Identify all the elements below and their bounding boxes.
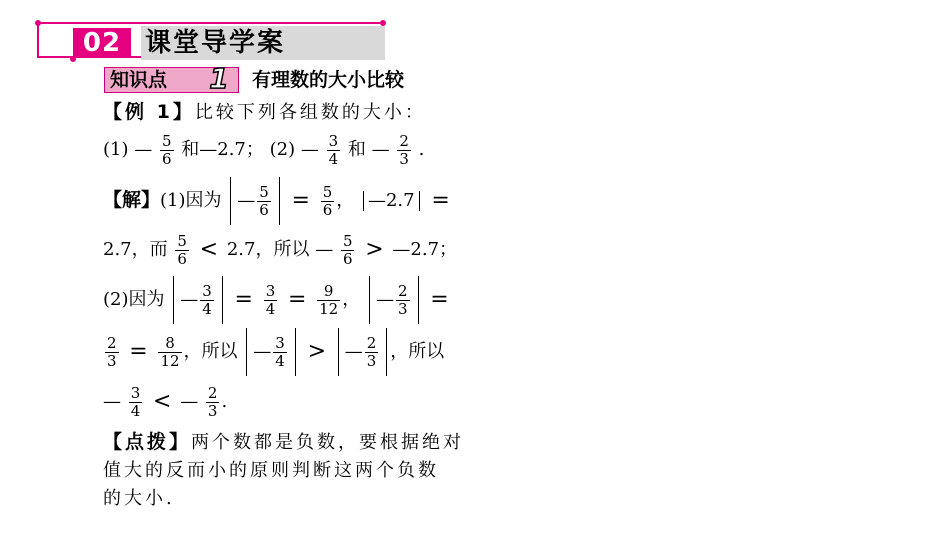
q2-and: 和	[347, 139, 366, 160]
fraction: $\frac{5}{6}$	[161, 131, 172, 168]
absolute-value: — $\frac{3}{4}$	[173, 276, 223, 324]
fraction: $\frac{9}{12}$	[319, 281, 339, 318]
example-line	[103, 98, 426, 127]
knowledge-point-label: 知识点	[110, 69, 168, 91]
example-prompt: 比较下列各组数的大小：	[194, 102, 426, 123]
question-line: (1) — $\frac{5}{6}$ 和—2.7； (2) — $\frac{3}{4}$ 和 — $\frac{2}{3}$ .	[103, 131, 425, 168]
solution-tag: 【解】	[103, 189, 161, 211]
absolute-value: — $\frac{2}{3}$	[338, 328, 388, 376]
absolute-value: —2.7	[363, 191, 420, 211]
fraction: $\frac{2}{3}$	[207, 383, 218, 420]
fraction: $\frac{2}{3}$	[107, 333, 117, 370]
absolute-value: — $\frac{3}{4}$	[246, 328, 296, 376]
minus-sign: —	[300, 139, 319, 160]
fraction: $\frac{5}{6}$	[177, 231, 187, 268]
fraction: $\frac{3}{4}$	[130, 383, 141, 420]
knowledge-point-title: 有理数的大小比较	[252, 69, 405, 91]
knowledge-point-number: 1	[209, 62, 229, 95]
section-banner	[37, 22, 387, 62]
fraction: $\frac{3}{4}$	[328, 131, 339, 168]
fraction: $\frac{5}{6}$	[322, 182, 333, 219]
q2-label: (2)	[269, 139, 296, 160]
solution-line-1: 【解】(1)因为 — $\frac{5}{6}$ = $\frac{5}{6}$ ， —2.7 =	[103, 176, 453, 224]
banner-dot	[35, 20, 41, 26]
fraction: $\frac{2}{3}$	[399, 131, 409, 168]
tip-tag: 【点拨】	[103, 431, 192, 453]
fraction: $\frac{5}{6}$	[342, 231, 353, 268]
solution-line-3: (2)因为 — $\frac{3}{4}$ = $\frac{3}{4}$ = $\frac{9}{12}$ ， — $\frac{2}{3}$ =	[103, 276, 452, 324]
section-title: 课堂导学案	[141, 26, 385, 60]
fraction: $\frac{8}{12}$	[160, 333, 180, 370]
fraction: $\frac{3}{4}$	[265, 281, 276, 318]
solution-line-4: $\frac{2}{3}$ = $\frac{8}{12}$ ，所以 — $\frac{3}{4}$ > — $\frac{2}{3}$ ，所以	[103, 328, 444, 376]
q1-and: 和—2.7；	[181, 139, 264, 160]
solution-line-2: 2.7，而 $\frac{5}{6}$ < 2.7，所以 — $\frac{5}{6}$ > —2.7；	[103, 231, 458, 268]
minus-sign: —	[371, 139, 390, 160]
absolute-value: — $\frac{5}{6}$	[230, 177, 280, 225]
example-tag: 【例 1】	[103, 101, 195, 123]
solution-line-5: — $\frac{3}{4}$ < — $\frac{2}{3}$ .	[103, 383, 228, 420]
tip-paragraph: 【点拨】两个数都是负数，要根据绝对 值大的反而小的原则判断这两个负数 的大小.	[103, 431, 465, 509]
absolute-value: — $\frac{2}{3}$	[369, 276, 419, 324]
section-number: 02	[73, 28, 131, 58]
q1-label: (1)	[103, 139, 129, 160]
minus-sign: —	[134, 139, 153, 160]
